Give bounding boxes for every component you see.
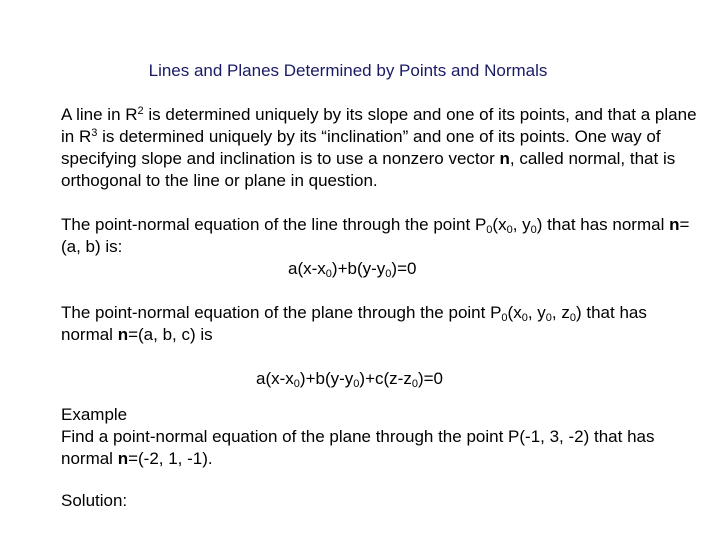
plane-intro-sub-2: 0 (521, 312, 528, 324)
plane-intro-text-6: =(a, b, c) is (128, 325, 213, 344)
line-intro-text-5: =(a, b) is: (61, 215, 690, 256)
plane-intro-sub-1: 0 (501, 312, 508, 324)
line-intro-sub-1: 0 (486, 224, 493, 236)
intro-paragraph (61, 104, 701, 192)
plane-intro-sub-4: 0 (569, 312, 576, 324)
slide-title-text: Lines and Planes Determined by Points and Normals (148, 61, 548, 80)
plane-intro-text-3: , y (527, 303, 546, 322)
intro-text-1: A line in R (61, 105, 138, 124)
line-intro-text-3: , y (512, 215, 531, 234)
intro-sup-3: 3 (91, 127, 98, 139)
line-intro-text-1: The point-normal equation of the line through the point P (61, 215, 487, 234)
plane-equation (256, 368, 443, 390)
example-text-2: =(-2, 1, -1). (128, 449, 213, 468)
plane-eq-sub-3: 0 (411, 378, 418, 390)
example-text-1: Find a point-normal equation of the plane through the point P(-1, 3, -2) that has normal (61, 427, 655, 468)
solution-label: Solution: (61, 491, 128, 510)
line-intro-text-4: ) that has normal (536, 215, 670, 234)
intro-text-4: , called normal, that is orthogonal to the line or plane in question. (61, 149, 676, 190)
example-normal-n: n (117, 449, 129, 468)
plane-eq-part-3: )+c(z-z (359, 369, 412, 388)
line-eq-part-1: a(x-x (288, 259, 326, 278)
line-intro-normal-n: n (669, 215, 680, 234)
example-heading: Example (61, 405, 128, 424)
plane-intro-text-5: ) that has normal (61, 303, 647, 344)
line-eq-sub-2: 0 (385, 268, 392, 280)
line-eq-part-2: )+b(y-y (331, 259, 386, 278)
line-eq-part-3: )=0 (391, 259, 417, 278)
plane-eq-part-2: )+b(y-y (299, 369, 354, 388)
plane-eq-part-4: )=0 (417, 369, 443, 388)
intro-text-2: is determined uniquely by its slope and one of its points, and that a plane in R (61, 105, 697, 146)
plane-intro-text-1: The point-normal equation of the plane through the point P (61, 303, 502, 322)
intro-text-3: is determined uniquely by its “inclination” and one of its points. One way of specifying slope and inclination is to use a nonzero vector (61, 127, 661, 168)
line-intro-text-2: (x (492, 215, 507, 234)
line-equation (288, 258, 416, 280)
line-intro-sub-3: 0 (530, 224, 537, 236)
intro-normal-n: n (499, 149, 510, 168)
plane-equation-intro (61, 302, 701, 346)
example-problem (61, 426, 701, 470)
plane-intro-text-2: (x (507, 303, 522, 322)
plane-intro-normal-n: n (117, 325, 129, 344)
slide-title (0, 60, 720, 82)
plane-eq-part-1: a(x-x (256, 369, 294, 388)
line-intro-sub-2: 0 (506, 224, 513, 236)
intro-sup-2: 2 (137, 105, 144, 117)
example-block (61, 404, 701, 470)
plane-eq-sub-1: 0 (293, 378, 300, 390)
line-equation-intro (61, 214, 701, 258)
plane-intro-sub-3: 0 (545, 312, 552, 324)
line-eq-sub-1: 0 (325, 268, 332, 280)
plane-intro-text-4: , z (551, 303, 570, 322)
plane-eq-sub-2: 0 (353, 378, 360, 390)
